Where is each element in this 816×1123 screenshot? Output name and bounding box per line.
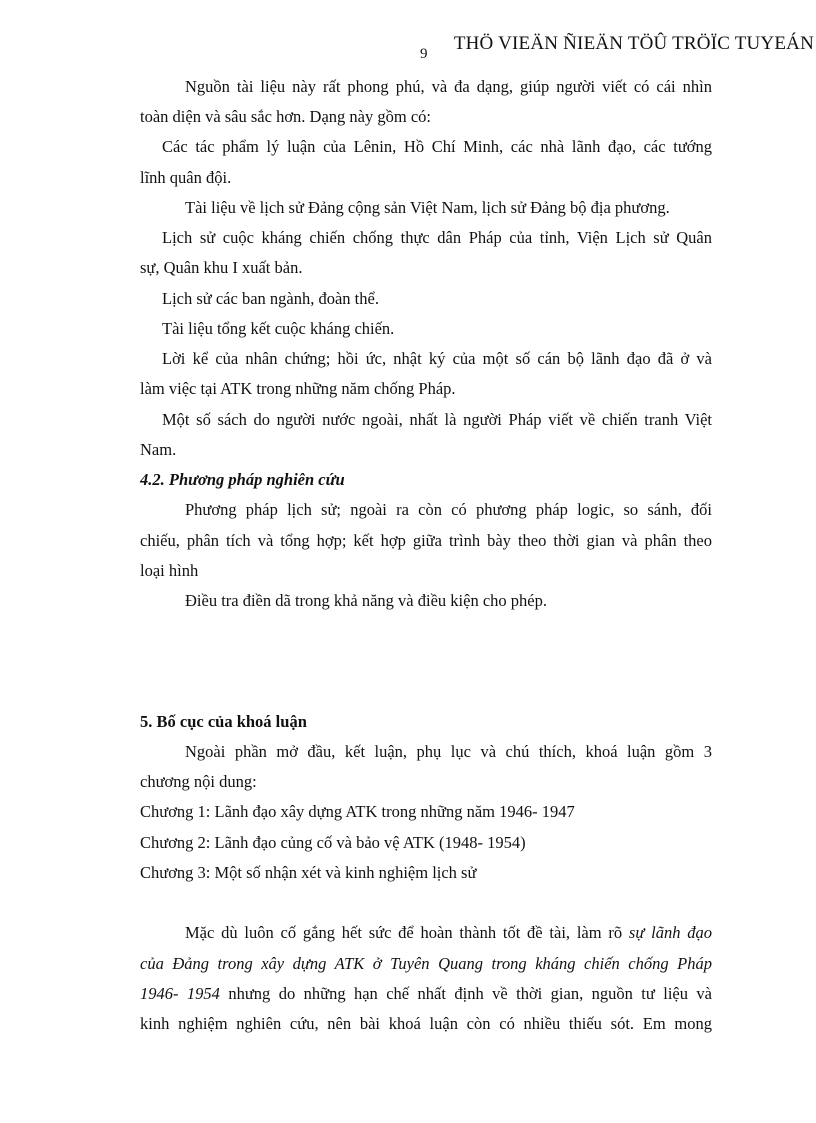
paragraph-line [185, 919, 712, 947]
library-watermark: THÖ VIEÄN ÑIEÄN TÖÛ TRÖÏC TUYEÁN [453, 33, 814, 54]
text-run: nhưng do những hạn chế nhất định về thời gian, nguồn tư liệu và [219, 984, 712, 1003]
paragraph-line [140, 980, 712, 1008]
text-run: Mặc dù luôn cố gắng hết sức để hoàn thành tốt đề tài, làm rõ [185, 923, 629, 942]
section-heading: 5. Bố cục của khoá luận [140, 712, 307, 731]
paragraph-line: Tài liệu tổng kết cuộc kháng chiến. [162, 319, 395, 338]
paragraph-line: Nam. [140, 440, 177, 459]
paragraph-line: Phương pháp lịch sử; ngoài ra còn có phương pháp logic, so sánh, đối [185, 500, 712, 519]
paragraph-line: Các tác phẩm lý luận của Lênin, Hồ Chí Minh, các nhà lãnh đạo, các tướng [162, 137, 712, 156]
paragraph-line: Một số sách do người nước ngoài, nhất là người Pháp viết về chiến tranh Việt [162, 410, 712, 429]
paragraph-line: sự, Quân khu I xuất bản. [140, 258, 303, 277]
paragraph-line: Lịch sử các ban ngành, đoàn thể. [162, 289, 379, 308]
paragraph-line: Điều tra điền dã trong khả năng và điều kiện cho phép. [185, 591, 547, 610]
chapter-item: Chương 2: Lãnh đạo củng cố và bảo vệ ATK (1948- 1954) [140, 833, 526, 852]
paragraph-line: toàn diện và sâu sắc hơn. Dạng này gồm có: [140, 107, 431, 126]
paragraph-line: kinh nghiệm nghiên cứu, nên bài khoá luận còn có nhiều thiếu sót. Em mong [140, 1014, 712, 1033]
paragraph-line: làm việc tại ATK trong những năm chống Pháp. [140, 379, 456, 398]
paragraph-line: Ngoài phần mở đầu, kết luận, phụ lục và chú thích, khoá luận gồm 3 [185, 742, 712, 761]
paragraph-line: chiếu, phân tích và tổng hợp; kết hợp giữa trình bày theo thời gian và phân theo [140, 531, 712, 550]
paragraph-line: của Đảng trong xây dựng ATK ở Tuyên Quang trong kháng chiến chống Pháp [140, 954, 712, 973]
italic-run: 1946- 1954 [140, 984, 220, 1003]
paragraph-line: Nguồn tài liệu này rất phong phú, và đa dạng, giúp người viết có cái nhìn [185, 77, 712, 96]
paragraph-line: loại hình [140, 561, 199, 580]
chapter-item: Chương 3: Một số nhận xét và kinh nghiệm lịch sử [140, 863, 477, 882]
paragraph-line: lĩnh quân đội. [140, 168, 232, 187]
section-heading: 4.2. Phương pháp nghiên cứu [140, 470, 345, 489]
chapter-item: Chương 1: Lãnh đạo xây dựng ATK trong những năm 1946- 1947 [140, 802, 575, 821]
paragraph-line: Lịch sử cuộc kháng chiến chống thực dân Pháp của tỉnh, Viện Lịch sử Quân [162, 228, 712, 247]
paragraph-line: chương nội dung: [140, 772, 257, 791]
paragraph-line: Tài liệu về lịch sử Đảng cộng sản Việt Nam, lịch sử Đảng bộ địa phương. [185, 198, 670, 217]
italic-run: sự lãnh đạo [628, 923, 712, 942]
paragraph-line: Lời kể của nhân chứng; hồi ức, nhật ký của một số cán bộ lãnh đạo đã ở và [162, 349, 712, 368]
page-number: 9 [420, 46, 428, 62]
